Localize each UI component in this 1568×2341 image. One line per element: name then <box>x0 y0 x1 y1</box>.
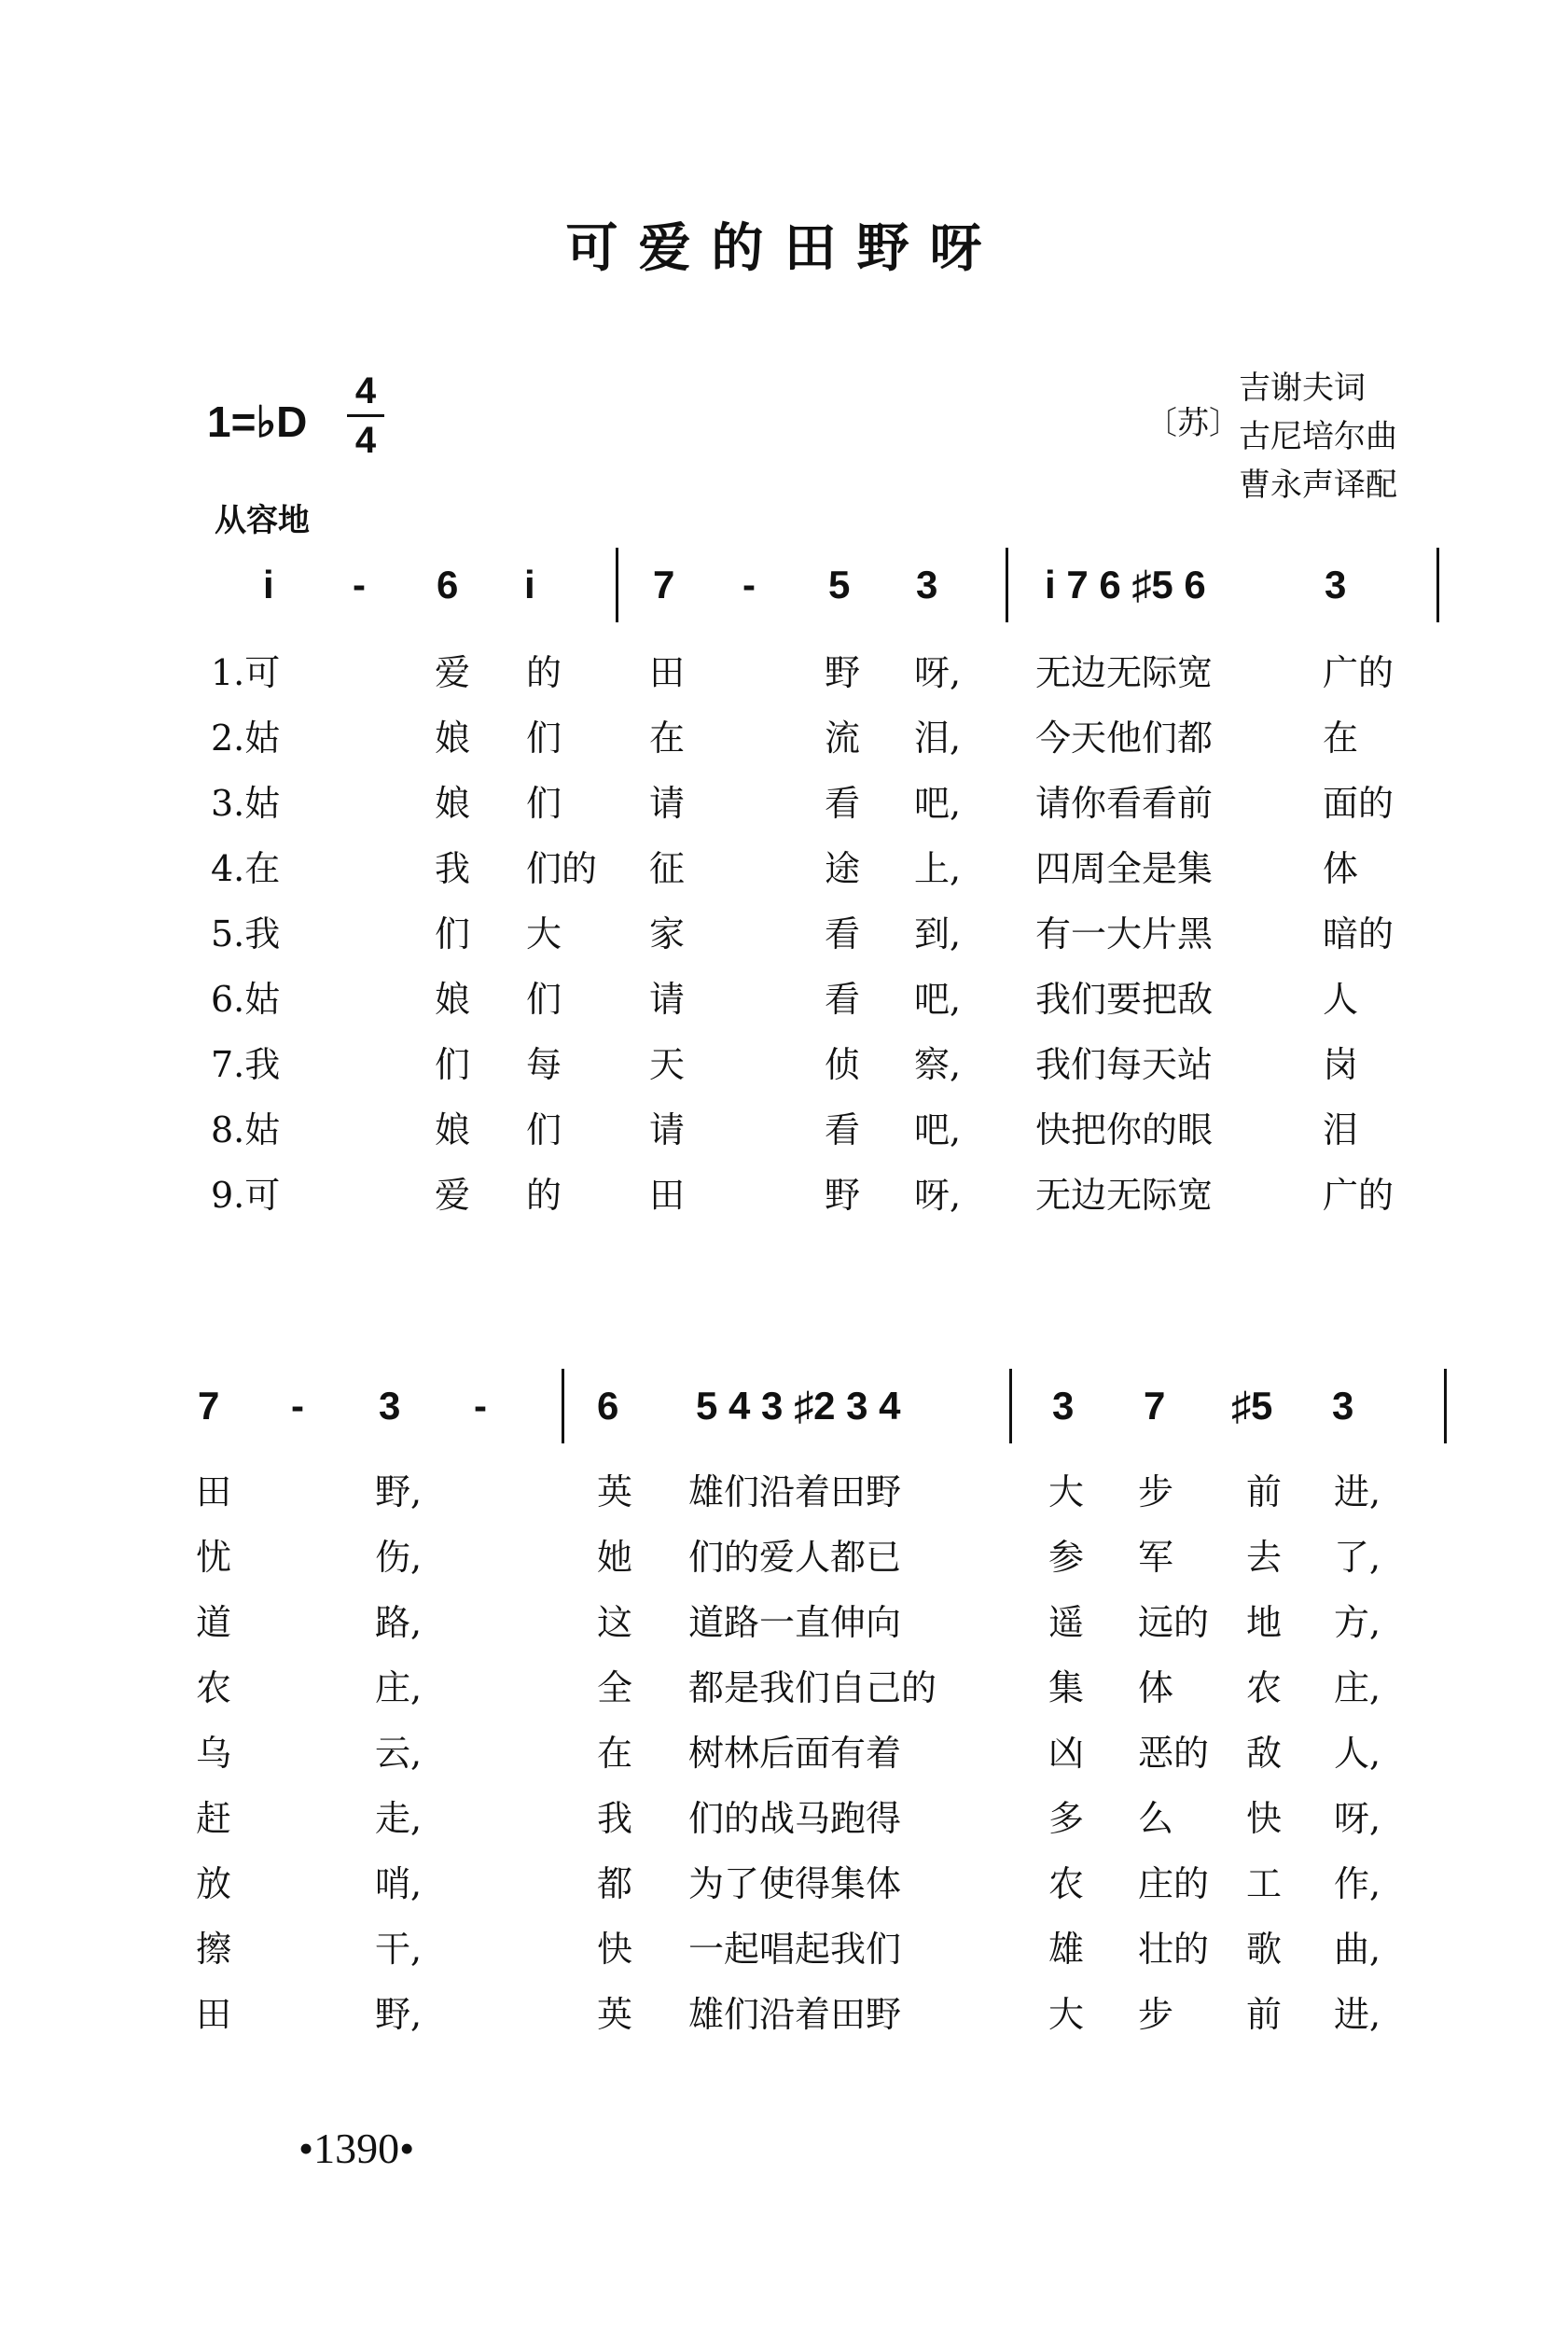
system2-lyric: 放 <box>196 1863 232 1904</box>
system1-lyric: 途 <box>825 848 861 889</box>
system1-lyric: 到, <box>914 913 962 955</box>
system2-lyric: 树林后面有着 <box>688 1733 902 1774</box>
system2-lyric: 地 <box>1246 1602 1283 1643</box>
song-title: 可爱的田野呀 <box>565 217 1003 279</box>
system2-lyric: 快 <box>597 1929 633 1970</box>
system1-lyric: 我们每天站 <box>1035 1044 1214 1085</box>
system1-note: i <box>263 563 274 606</box>
system1-lyric: 泪 <box>1323 1109 1359 1150</box>
time-signature-bottom: 4 <box>354 420 377 461</box>
system2-lyric: 军 <box>1138 1537 1174 1578</box>
system2-lyric: 去 <box>1246 1537 1283 1578</box>
system2-lyric: 全 <box>597 1667 633 1708</box>
system1-lyric: 呀, <box>914 652 962 693</box>
system1-lyric: 娘 <box>435 1109 471 1150</box>
system2-note: ♯5 <box>1231 1384 1273 1428</box>
system1-lyric: 家 <box>649 913 686 955</box>
system1-lyric: 9.可 <box>211 1175 281 1216</box>
system2-lyric: 庄, <box>1334 1667 1381 1708</box>
system2-lyric: 野, <box>375 1994 423 2035</box>
system2-lyric: 雄们沿着田野 <box>688 1471 902 1512</box>
system2-lyric: 遥 <box>1048 1602 1085 1643</box>
system2-lyric: 都是我们自己的 <box>688 1667 937 1708</box>
system1-lyric: 每 <box>526 1044 562 1085</box>
system2-lyric: 野, <box>375 1471 423 1512</box>
system2-lyric: 参 <box>1048 1537 1085 1578</box>
system1-lyric: 体 <box>1323 848 1359 889</box>
system2-note: 3 <box>1052 1384 1075 1428</box>
system2-lyric: 农 <box>1246 1667 1283 1708</box>
system1-lyric: 在 <box>649 718 686 759</box>
system1-note: 5 <box>828 563 851 606</box>
system2-lyric: 一起唱起我们 <box>688 1929 902 1970</box>
system1-lyric: 们 <box>526 718 562 759</box>
system2-note: 3 <box>1332 1384 1354 1428</box>
system2-note: - <box>291 1384 304 1428</box>
system2-lyric: 在 <box>597 1733 633 1774</box>
system1-lyric: 呀, <box>914 1175 962 1216</box>
system2-barline <box>1444 1369 1447 1443</box>
system2-lyric: 云, <box>375 1733 423 1774</box>
system1-lyric: 们 <box>526 979 562 1020</box>
system2-lyric: 进, <box>1334 1994 1381 2035</box>
system1-lyric: 看 <box>825 1109 861 1150</box>
system2-lyric: 她 <box>597 1537 633 1578</box>
time-signature-top: 4 <box>354 370 377 411</box>
system2-lyric: 们的战马跑得 <box>688 1798 902 1839</box>
system2-lyric: 前 <box>1246 1471 1283 1512</box>
system1-lyric: 4.在 <box>211 848 281 889</box>
system1-lyric: 我 <box>435 848 471 889</box>
system2-lyric: 雄们沿着田野 <box>688 1994 902 2035</box>
system1-lyric: 上, <box>914 848 962 889</box>
system1-lyric: 请 <box>649 783 686 824</box>
system2-lyric: 道路一直伸向 <box>688 1602 902 1643</box>
system2-lyric: 农 <box>196 1667 232 1708</box>
system2-lyric: 赶 <box>196 1798 232 1839</box>
system1-note: - <box>742 563 756 606</box>
system2-lyric: 工 <box>1246 1863 1283 1904</box>
system1-lyric: 请 <box>649 1109 686 1150</box>
system1-lyric: 田 <box>649 1175 686 1216</box>
system1-lyric: 流 <box>825 718 861 759</box>
system2-lyric: 大 <box>1048 1471 1085 1512</box>
system2-lyric: 了, <box>1334 1537 1381 1578</box>
system1-lyric: 岗 <box>1323 1044 1359 1085</box>
system1-lyric: 娘 <box>435 979 471 1020</box>
system1-lyric: 在 <box>1323 718 1359 759</box>
system2-lyric: 忧 <box>196 1537 232 1578</box>
system1-lyric: 娘 <box>435 718 471 759</box>
system2-lyric: 大 <box>1048 1994 1085 2035</box>
system1-lyric: 看 <box>825 979 861 1020</box>
system2-lyric: 道 <box>196 1602 232 1643</box>
system2-barline <box>1009 1369 1012 1443</box>
system2-lyric: 哨, <box>375 1863 423 1904</box>
system2-lyric: 步 <box>1138 1994 1174 2035</box>
system2-lyric: 庄的 <box>1138 1863 1210 1904</box>
system2-lyric: 田 <box>196 1994 232 2035</box>
system2-lyric: 呀, <box>1334 1798 1381 1839</box>
system2-note: 5 4 3 ♯2 3 4 <box>696 1384 901 1428</box>
system1-lyric: 人 <box>1323 979 1359 1020</box>
system1-lyric: 们 <box>526 783 562 824</box>
system1-lyric: 大 <box>526 913 562 955</box>
system2-lyric: 英 <box>597 1471 633 1512</box>
system1-note: i <box>524 563 535 606</box>
system2-note: 7 <box>1144 1384 1166 1428</box>
system2-lyric: 作, <box>1334 1863 1381 1904</box>
system1-lyric: 暗的 <box>1323 913 1395 955</box>
system1-lyric: 的 <box>526 1175 562 1216</box>
system1-lyric: 们 <box>526 1109 562 1150</box>
system1-lyric: 看 <box>825 913 861 955</box>
system1-lyric: 天 <box>649 1044 686 1085</box>
system1-barline <box>1006 548 1008 622</box>
credits-translator: 曹永声译配 <box>1239 467 1397 504</box>
system2-lyric: 歌 <box>1246 1929 1283 1970</box>
system2-lyric: 伤, <box>375 1537 423 1578</box>
tempo-marking: 从容地 <box>215 502 310 539</box>
system2-note: - <box>474 1384 487 1428</box>
system2-lyric: 擦 <box>196 1929 232 1970</box>
system2-lyric: 雄 <box>1048 1929 1085 1970</box>
system1-lyric: 2.姑 <box>211 718 281 759</box>
system1-lyric: 田 <box>649 652 686 693</box>
system2-barline <box>562 1369 564 1443</box>
system1-lyric: 3.姑 <box>211 783 281 824</box>
system1-lyric: 爱 <box>435 1175 471 1216</box>
system1-lyric: 有一大片黑 <box>1035 913 1214 955</box>
system1-lyric: 吧, <box>914 979 962 1020</box>
key-signature: 1=♭D <box>207 397 308 446</box>
system1-lyric: 泪, <box>914 718 962 759</box>
system2-lyric: 这 <box>597 1602 633 1643</box>
system1-note: 7 <box>653 563 675 606</box>
credits-composer: 古尼培尔曲 <box>1239 418 1397 455</box>
page-number: •1390• <box>298 2125 415 2172</box>
time-signature-bar <box>347 414 384 417</box>
credits-lyricist: 吉谢夫词 <box>1239 369 1366 407</box>
system1-lyric: 面的 <box>1323 783 1395 824</box>
system1-lyric: 侦 <box>825 1044 861 1085</box>
system1-lyric: 娘 <box>435 783 471 824</box>
system1-lyric: 8.姑 <box>211 1109 281 1150</box>
system2-lyric: 田 <box>196 1471 232 1512</box>
system1-lyric: 吧, <box>914 783 962 824</box>
system2-lyric: 为了使得集体 <box>688 1863 902 1904</box>
system1-lyric: 野 <box>825 1175 861 1216</box>
system2-note: 3 <box>379 1384 401 1428</box>
system1-lyric: 爱 <box>435 652 471 693</box>
system2-lyric: 英 <box>597 1994 633 2035</box>
system1-note: i 7 6 ♯5 6 <box>1045 563 1206 606</box>
system1-lyric: 请 <box>649 979 686 1020</box>
system1-lyric: 们的 <box>526 848 598 889</box>
system2-lyric: 都 <box>597 1863 633 1904</box>
system1-note: 6 <box>437 563 459 606</box>
system2-lyric: 步 <box>1138 1471 1174 1512</box>
system2-lyric: 我 <box>597 1798 633 1839</box>
system2-lyric: 路, <box>375 1602 423 1643</box>
system1-lyric: 广的 <box>1323 1175 1395 1216</box>
system1-lyric: 快把你的眼 <box>1035 1109 1214 1150</box>
system1-note: 3 <box>1325 563 1347 606</box>
system1-barline <box>616 548 618 622</box>
system1-lyric: 四周全是集 <box>1035 848 1214 889</box>
system1-lyric: 请你看看前 <box>1035 783 1214 824</box>
system2-lyric: 远的 <box>1138 1602 1210 1643</box>
system2-lyric: 农 <box>1048 1863 1085 1904</box>
system1-lyric: 6.姑 <box>211 979 281 1020</box>
system2-lyric: 壮的 <box>1138 1929 1210 1970</box>
system2-lyric: 前 <box>1246 1994 1283 2035</box>
system2-lyric: 干, <box>375 1929 423 1970</box>
system2-lyric: 曲, <box>1334 1929 1381 1970</box>
system2-lyric: 快 <box>1246 1798 1283 1839</box>
system1-lyric: 无边无际宽 <box>1035 1175 1214 1216</box>
system1-lyric: 今天他们都 <box>1035 718 1214 759</box>
time-signature <box>347 369 384 462</box>
system1-lyric: 们 <box>435 1044 471 1085</box>
system2-note: 6 <box>597 1384 619 1428</box>
system1-lyric: 看 <box>825 783 861 824</box>
system2-lyric: 敌 <box>1246 1733 1283 1774</box>
system1-lyric: 吧, <box>914 1109 962 1150</box>
system1-note: 3 <box>916 563 938 606</box>
system2-lyric: 们的爱人都已 <box>688 1537 902 1578</box>
system2-lyric: 么 <box>1138 1798 1174 1839</box>
system1-lyric: 1.可 <box>211 652 281 693</box>
system2-note: 7 <box>198 1384 220 1428</box>
system2-lyric: 庄, <box>375 1667 423 1708</box>
system1-lyric: 广的 <box>1323 652 1395 693</box>
system2-lyric: 体 <box>1138 1667 1174 1708</box>
system2-lyric: 乌 <box>196 1733 232 1774</box>
system2-lyric: 方, <box>1334 1602 1381 1643</box>
system1-lyric: 征 <box>649 848 686 889</box>
system2-lyric: 凶 <box>1048 1733 1085 1774</box>
system1-lyric: 5.我 <box>211 913 281 955</box>
system1-lyric: 无边无际宽 <box>1035 652 1214 693</box>
credits-country: 〔苏〕 <box>1145 405 1241 442</box>
system2-lyric: 集 <box>1048 1667 1085 1708</box>
system1-lyric: 7.我 <box>211 1044 281 1085</box>
system1-lyric: 的 <box>526 652 562 693</box>
system1-lyric: 们 <box>435 913 471 955</box>
system1-lyric: 我们要把敌 <box>1035 979 1214 1020</box>
system1-note: - <box>353 563 366 606</box>
system2-lyric: 人, <box>1334 1733 1381 1774</box>
system2-lyric: 走, <box>375 1798 423 1839</box>
system1-barline <box>1436 548 1439 622</box>
system2-lyric: 恶的 <box>1138 1733 1210 1774</box>
system1-lyric: 野 <box>825 652 861 693</box>
system2-lyric: 进, <box>1334 1471 1381 1512</box>
system1-lyric: 察, <box>914 1044 962 1085</box>
system2-lyric: 多 <box>1048 1798 1085 1839</box>
